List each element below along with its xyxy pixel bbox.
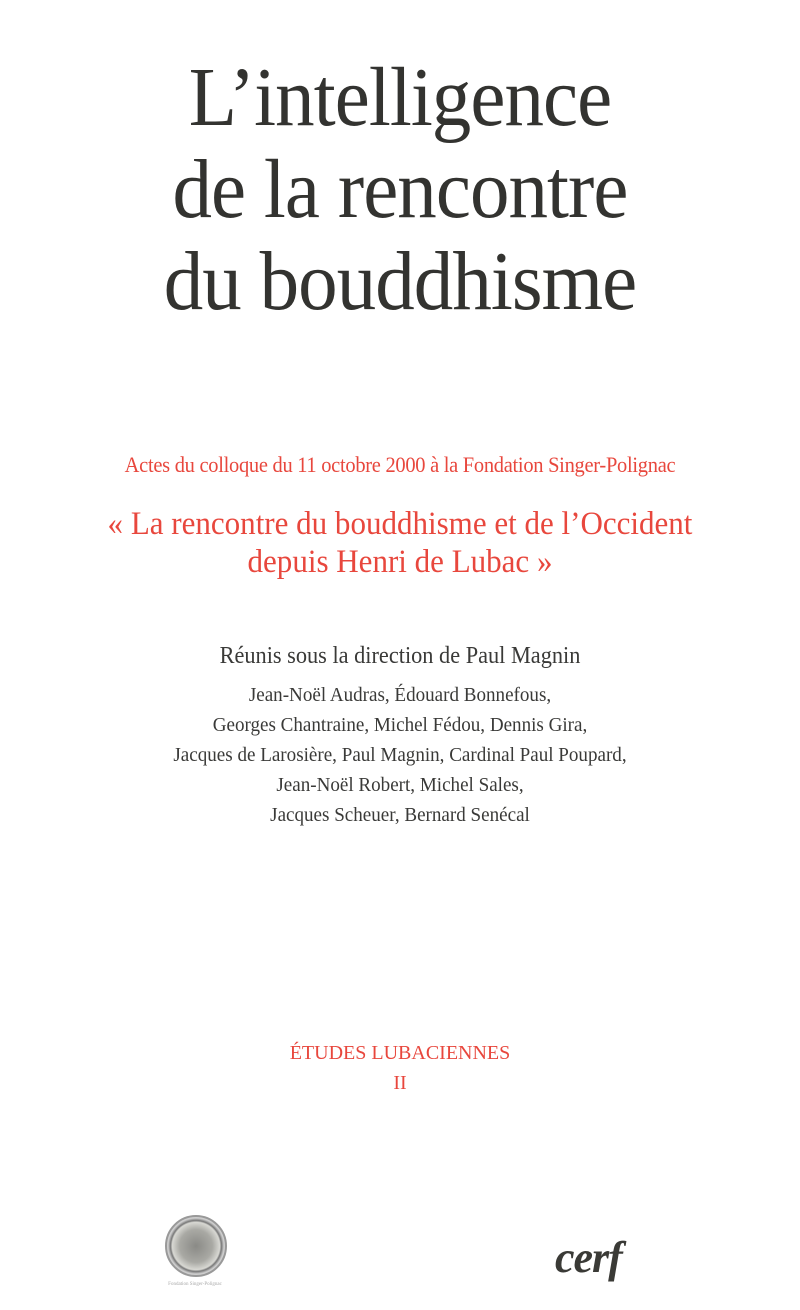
- series-name: ÉTUDES LUBACIENNES: [289, 1042, 511, 1064]
- foundation-seal-logo: [165, 1215, 227, 1277]
- authors-list: [28, 680, 772, 830]
- authors-line: Jacques de Larosière, Paul Magnin, Cardinal Paul Poupard,: [173, 744, 627, 766]
- theme-line: depuis Henri de Lubac »: [247, 544, 553, 580]
- authors-line: Georges Chantraine, Michel Fédou, Dennis Gira,: [212, 714, 588, 736]
- authors-line: Jean-Noël Audras, Édouard Bonnefous,: [248, 684, 552, 706]
- publisher-logo: cerf: [555, 1233, 622, 1282]
- editor-line: Réunis sous la direction de Paul Magnin: [219, 643, 581, 669]
- title-line: du bouddhisme: [163, 235, 637, 328]
- colloque-subtitle: Actes du colloque du 11 octobre 2000 à la Fondation Singer-Polignac: [124, 452, 676, 477]
- foundation-caption: Fondation Singer-Polignac: [168, 1282, 222, 1287]
- authors-line: Jacques Scheuer, Bernard Senécal: [270, 804, 530, 826]
- theme-subtitle: [24, 505, 776, 581]
- series: [0, 1038, 800, 1098]
- series-number: II: [393, 1072, 407, 1094]
- title-line: de la rencontre: [172, 143, 628, 236]
- authors-line: Jean-Noël Robert, Michel Sales,: [276, 774, 524, 796]
- title-line: L’intelligence: [188, 51, 612, 144]
- book-title: [24, 52, 776, 328]
- theme-line: « La rencontre du bouddhisme et de l’Occident: [107, 506, 693, 542]
